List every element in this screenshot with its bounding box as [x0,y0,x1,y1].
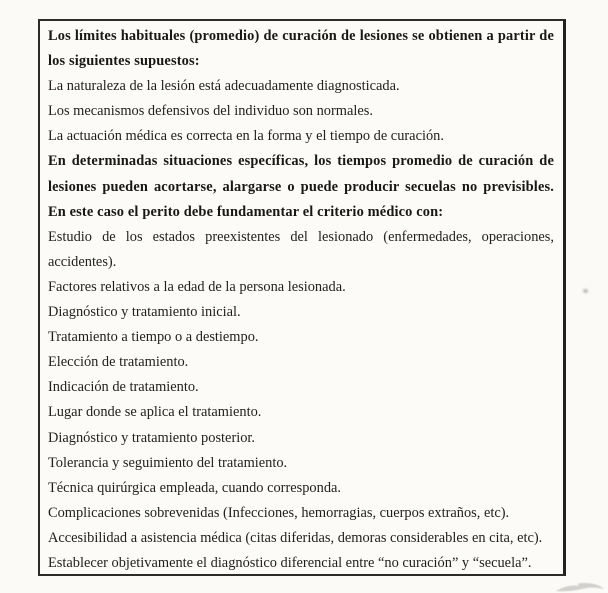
body-paragraph: La actuación médica es correcta en la forma y el tiempo de curación. [48,128,444,145]
scan-speck-artifact [583,289,588,293]
body-paragraph: Diagnóstico y tratamiento posterior. [48,429,256,446]
body-paragraph: Tratamiento a tiempo o a destiempo. [48,329,259,346]
body-paragraph: Diagnóstico y tratamiento inicial. [48,304,241,321]
body-paragraph: Complicaciones sobrevenidas (Infecciones, hemorragias, cuerpos extraños, etc). [48,504,510,521]
body-paragraph: Estudio de los estados preexistentes del lesionado (enfermedades, operaciones, accidentes). [48,228,554,270]
body-paragraph: La naturaleza de la lesión está adecuadamente diagnosticada. [48,78,400,95]
body-paragraph: Elección de tratamiento. [48,354,189,371]
body-paragraph: Factores relativos a la edad de la persona lesionada. [48,278,346,295]
body-paragraph: Indicación de tratamiento. [48,379,199,396]
body-paragraph: Lugar donde se aplica el tratamiento. [48,404,262,421]
scan-smudge-artifact [554,581,606,593]
body-paragraph: Técnica quirúrgica empleada, cuando corresponda. [48,479,342,496]
body-paragraph: Establecer objetivamente el diagnóstico diferencial entre “no curación” y “secuela”. [48,554,532,571]
heading-paragraph: En determinadas situaciones específicas, los tiempos promedio de curación de lesiones pueden acortarse, alargarse o puede producir secuelas no previsibles. En este caso el perito debe fundamentar el criterio médico con: [48,153,554,220]
body-paragraph: Accesibilidad a asistencia médica (citas diferidas, demoras considerables en cita, etc). [48,529,543,546]
heading-paragraph: Los límites habituales (promedio) de curación de lesiones se obtienen a partir de los siguientes supuestos: [48,28,554,70]
document-text-box [38,19,566,576]
body-paragraph: Los mecanismos defensivos del individuo son normales. [48,103,373,120]
body-paragraph: Tolerancia y seguimiento del tratamiento. [48,454,288,471]
